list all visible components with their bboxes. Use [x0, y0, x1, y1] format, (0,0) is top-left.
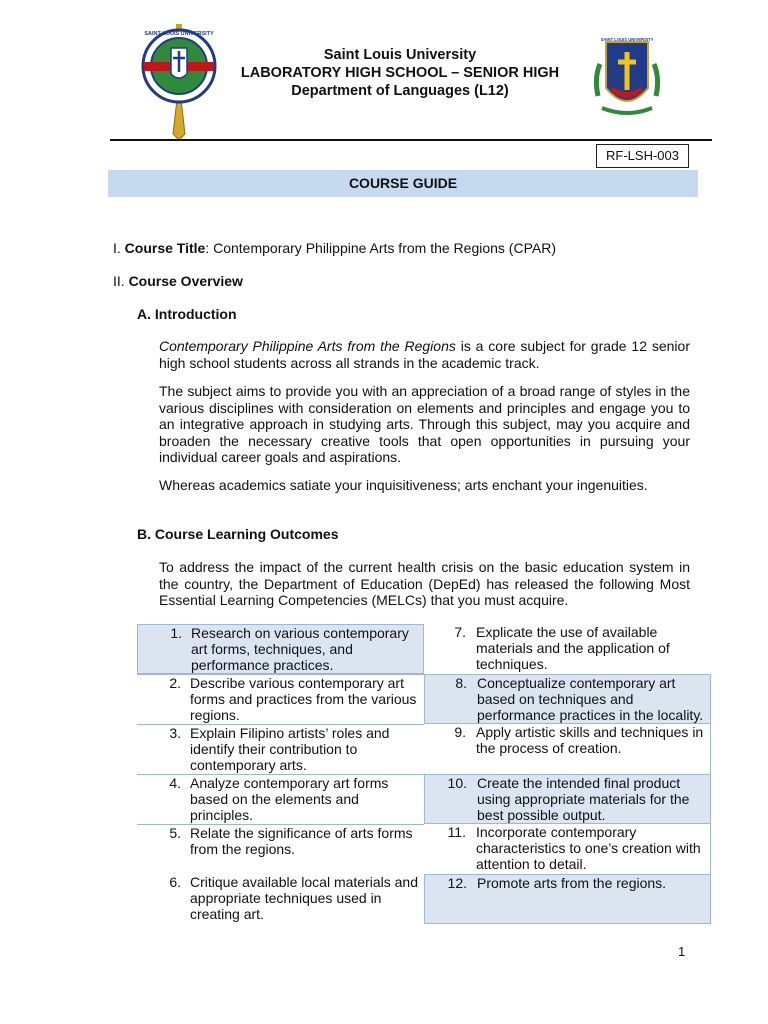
- outcome-item: 9. Apply artistic skills and techniques in the process of creation.: [424, 724, 711, 774]
- form-code-box: RF-LSH-003: [596, 144, 689, 168]
- document-header: [200, 46, 600, 100]
- outcome-item: 2. Describe various contemporary art forms and practices from the various regions.: [137, 674, 424, 724]
- introduction-heading: A. Introduction: [137, 306, 237, 322]
- svg-text:SAINT LOUIS UNIVERSITY: SAINT LOUIS UNIVERSITY: [600, 38, 654, 43]
- outcome-item: 7. Explicate the use of available materials and the application of techniques.: [454, 624, 670, 672]
- outcome-item: 8. Conceptualize contemporary art based on techniques and performance practices in the locality.: [424, 674, 711, 724]
- learning-outcomes-intro: To address the impact of the current health crisis on the basic education system in the country, the Department of Education (DepEd) has released the following Most Essential Learning Competencies (MELCs) that you must acquire.: [159, 559, 690, 609]
- university-name: Saint Louis University: [323, 47, 477, 63]
- outcome-item: 6. Critique available local materials and appropriate techniques used in creating art.: [169, 874, 419, 922]
- course-overview-heading: II. Course Overview: [113, 273, 243, 289]
- course-title-label: Course Title: [124, 240, 206, 256]
- school-shield-logo: [592, 38, 662, 122]
- course-guide-banner: COURSE GUIDE: [108, 170, 698, 197]
- svg-text:SAINT LOUIS UNIVERSITY: SAINT LOUIS UNIVERSITY: [144, 31, 214, 37]
- outcome-item: 10. Create the intended final product using appropriate materials for the best possible output.: [424, 774, 711, 824]
- header-divider: [110, 139, 712, 141]
- outcome-item: 1. Research on various contemporary art forms, techniques, and performance practices.: [137, 624, 424, 674]
- intro-paragraph-2: The subject aims to provide you with an appreciation of a broad range of styles in the various disciplines with consideration on elements and principles and engage you to an integrative approach in studying arts. Through this subject, may you acquire and broaden the necessary creative tools that open opportunities in pursuing your individual career goals and aspirations.: [159, 383, 690, 466]
- learning-outcomes-heading: B. Course Learning Outcomes: [137, 526, 339, 542]
- outcome-item: 3. Explain Filipino artists’ roles and identify their contribution to contemporary arts.: [137, 724, 424, 774]
- outcome-item: 5. Relate the significance of arts forms from the regions.: [137, 824, 424, 874]
- school-name: LABORATORY HIGH SCHOOL – SENIOR HIGH: [240, 65, 560, 81]
- page-number: 1: [678, 944, 686, 959]
- learning-outcomes-table: [137, 624, 711, 924]
- outcome-item: 11. Incorporate contemporary characteristics to one’s creation with attention to detail.: [424, 824, 711, 874]
- intro-paragraph-3: Whereas academics satiate your inquisitiveness; arts enchant your ingenuities.: [159, 477, 648, 493]
- outcome-item: 4. Analyze contemporary art forms based on the elements and principles.: [137, 774, 424, 824]
- department-name: Department of Languages (L12): [291, 83, 509, 99]
- outcome-item: 12. Promote arts from the regions.: [424, 874, 711, 924]
- course-title-value: : Contemporary Philippine Arts from the Regions (CPAR): [205, 240, 556, 256]
- intro-paragraph-1: Contemporary Philippine Arts from the Regions is a core subject for grade 12 senior high school students across all strands in the academic track.: [159, 338, 690, 371]
- course-title-line: I. Course Title: Contemporary Philippine Arts from the Regions (CPAR): [113, 240, 556, 256]
